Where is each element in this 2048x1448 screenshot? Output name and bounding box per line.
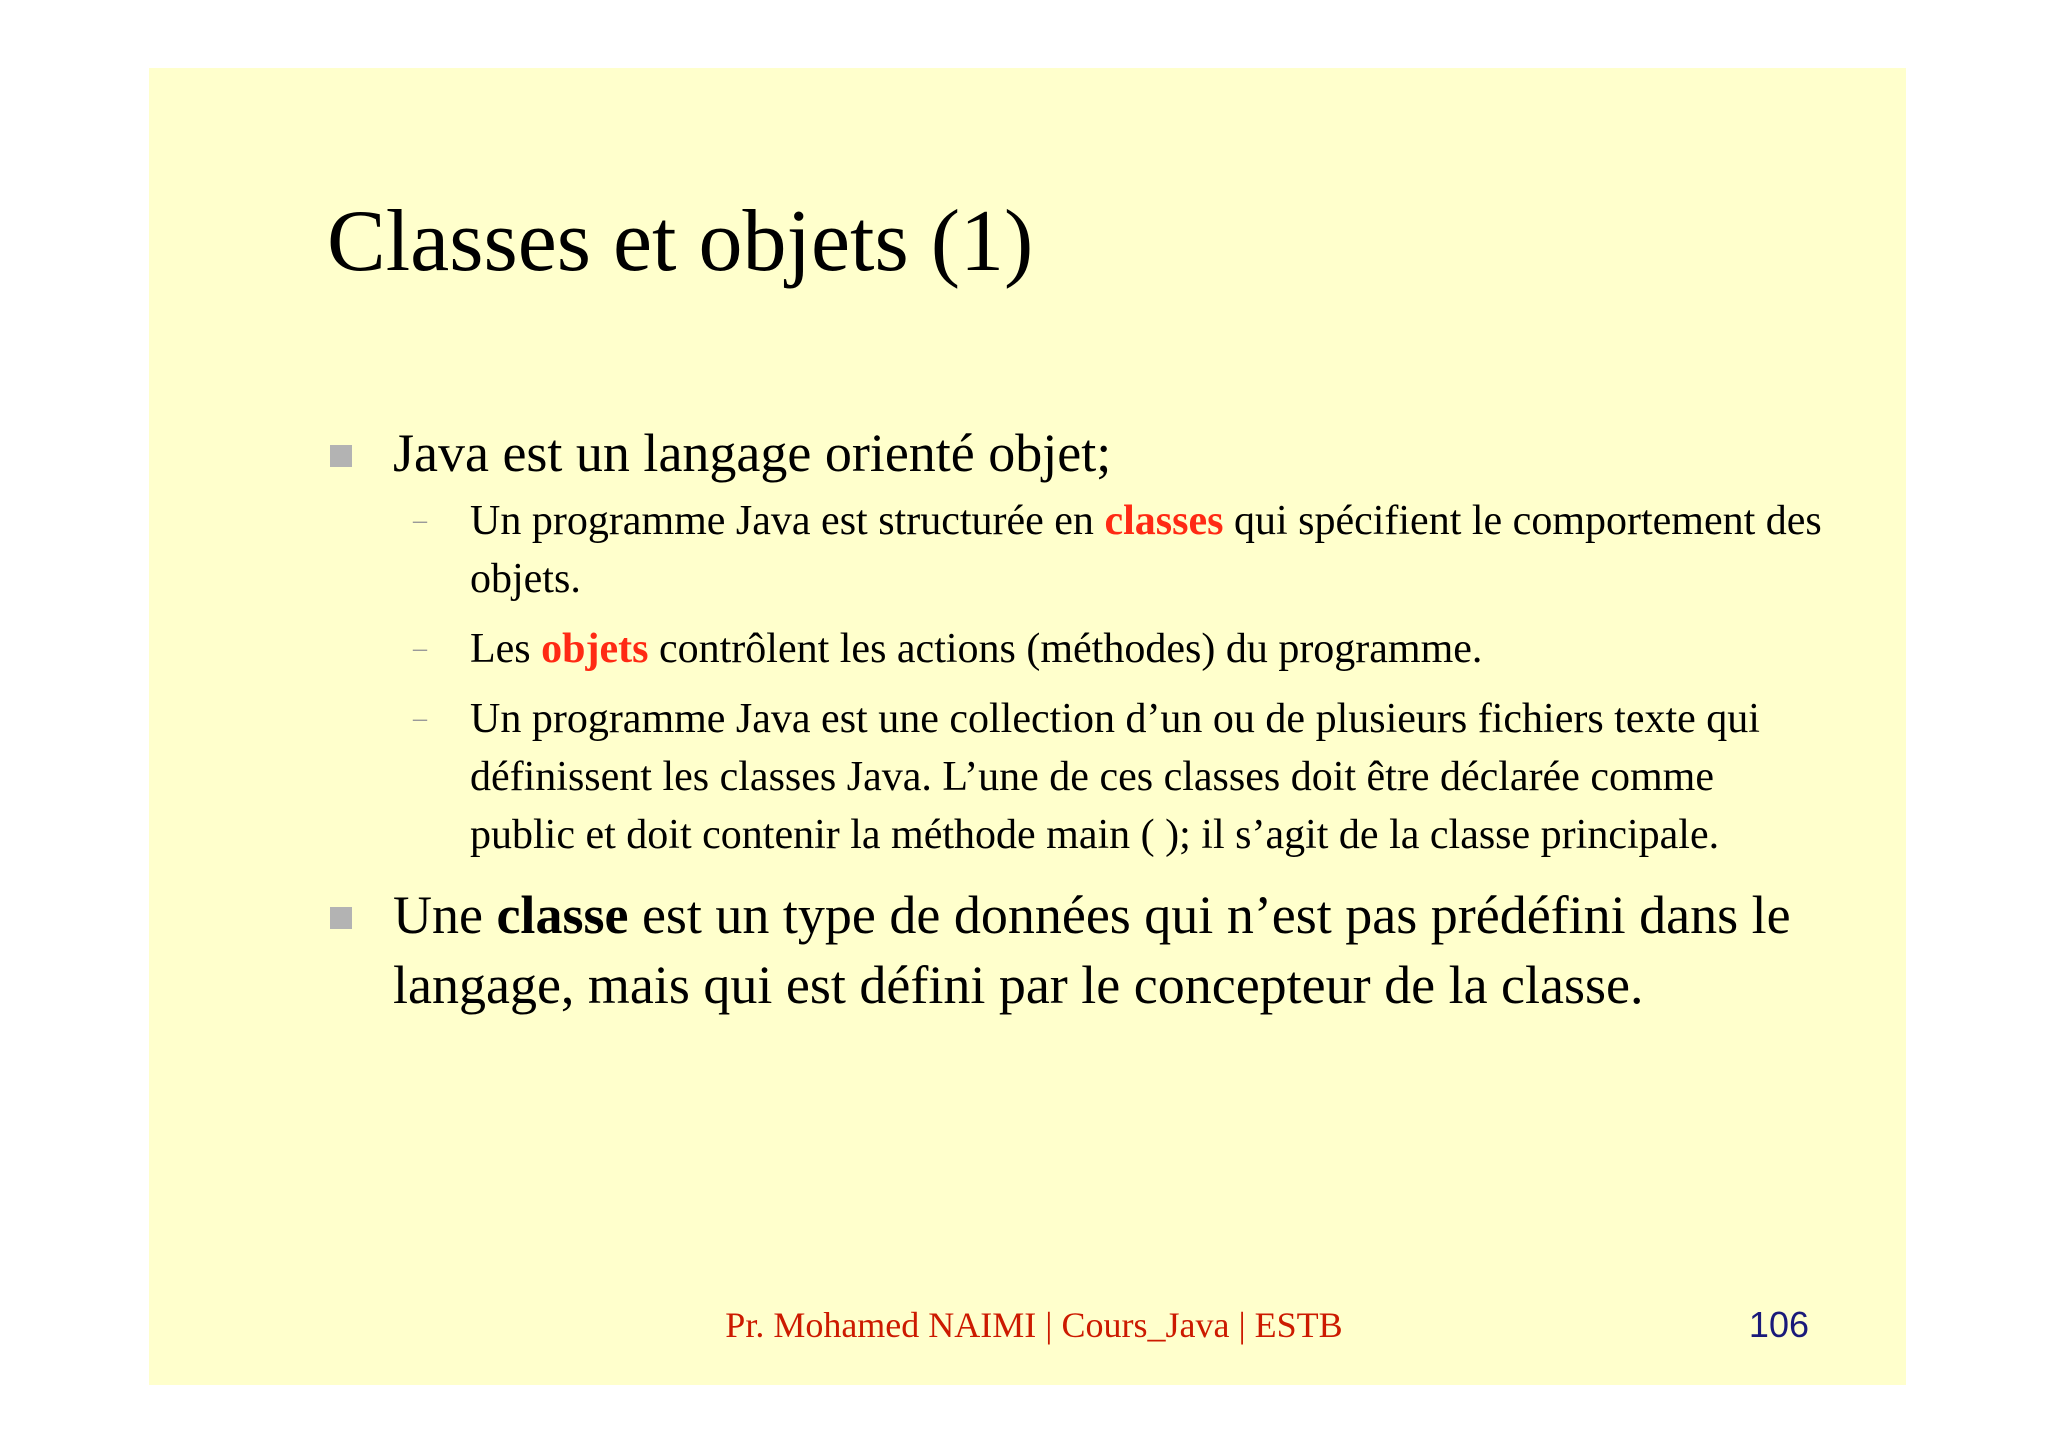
sub-bullet-text: contrôlent les actions (méthodes) du programme. (648, 626, 1483, 672)
sub-bullet-list (327, 492, 1827, 864)
sub-bullet-item (327, 620, 1827, 678)
sub-bullet-text: Les (470, 626, 542, 672)
dash-bullet-icon: – (413, 505, 427, 536)
sub-bullet-text: Un programme Java est structurée en (470, 498, 1105, 544)
bold-keyword: classe (496, 885, 629, 945)
highlight-keyword: objets (541, 626, 649, 672)
slide-footer: Pr. Mohamed NAIMI | Cours_Java | ESTB (725, 1305, 1343, 1345)
square-bullet-icon (330, 907, 352, 929)
slide-title: Classes et objets (1) (327, 193, 1034, 290)
highlight-keyword: classes (1104, 498, 1224, 544)
sub-bullet-text: Un programme Java est une collection d’un ou de plusieurs fichiers texte qui définissent les classes Java. L’une de ces classes doit être déclarée comme public et doit contenir la méthode main ( ); il s’agit de la classe principale. (470, 696, 1760, 858)
dash-bullet-icon: – (413, 703, 427, 734)
bullet-text: est un type de données qui n’est pas prédéfini dans le langage, mais qui est défini par le concepteur de la classe. (393, 885, 1791, 1015)
slide-content (327, 418, 1827, 1020)
bullet-item (327, 418, 1827, 488)
dash-bullet-icon: – (413, 633, 427, 664)
sub-bullet-item (327, 690, 1827, 864)
sub-bullet-text: qui spécifient le comportement des objets. (470, 498, 1822, 602)
bullet-item (327, 880, 1827, 1020)
slide (149, 68, 1906, 1385)
page-number: 106 (1748, 1304, 1809, 1345)
bullet-text: Une (393, 885, 497, 945)
sub-bullet-item (327, 492, 1827, 608)
bullet-text: Java est un langage orienté objet; (393, 423, 1112, 483)
square-bullet-icon (330, 445, 352, 467)
